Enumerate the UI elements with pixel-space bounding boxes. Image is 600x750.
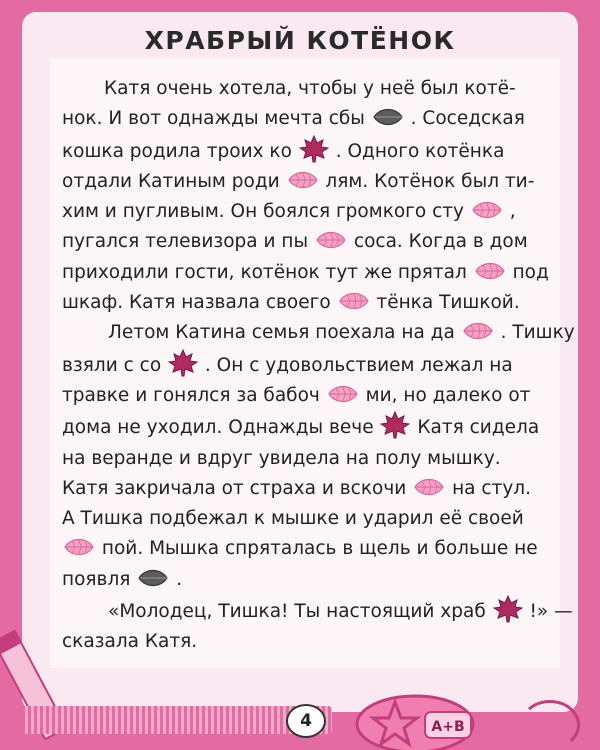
pink-leaf-icon bbox=[462, 320, 494, 342]
story-text-segment: на стул. bbox=[452, 477, 531, 499]
story-text-segment: под bbox=[512, 261, 549, 283]
story-text-segment: . Он с удовольствием лежал на bbox=[204, 354, 513, 376]
story-text-segment: взяли с со bbox=[62, 354, 162, 376]
story-text-segment: сказала Катя. bbox=[62, 631, 198, 653]
story-text-segment: . Соседская bbox=[410, 108, 525, 130]
story-text-segment: дома не уходил. Однажды вече bbox=[62, 417, 374, 439]
story-text-segment: лям. Котёнок был ти- bbox=[325, 170, 535, 192]
pink-leaf-icon bbox=[63, 536, 95, 558]
story-line bbox=[62, 288, 548, 318]
story-paragraph bbox=[62, 318, 575, 595]
story-text-segment: отдали Катиным роди bbox=[62, 170, 280, 192]
pink-leaf-icon bbox=[471, 199, 503, 221]
story-line bbox=[62, 74, 548, 104]
story-line bbox=[62, 534, 548, 564]
story-line bbox=[62, 104, 548, 134]
story-text-segment: Летом Катина семья поехала на да bbox=[108, 322, 455, 344]
page-number: 4 bbox=[286, 704, 326, 738]
story-line bbox=[62, 135, 548, 167]
story-line bbox=[62, 627, 548, 657]
story-text-segment: на веранде и вдруг увидела на полу мышку. bbox=[62, 447, 501, 469]
story-text-segment: пой. Мышка спряталась в щель и больше не bbox=[101, 538, 538, 560]
story-text-segment: кошка родила троих ко bbox=[62, 140, 292, 162]
story-text-segment: . Одного котёнка bbox=[335, 140, 505, 162]
story-line bbox=[62, 474, 548, 504]
story-text-segment: ми, но далеко от bbox=[365, 384, 531, 406]
story-text-segment: !» — bbox=[529, 601, 573, 623]
story-text-segment: Катя сидела bbox=[417, 417, 540, 439]
grey-leaf-icon bbox=[372, 106, 404, 128]
pink-leaf-icon bbox=[413, 476, 445, 498]
story-line bbox=[62, 349, 548, 381]
story-text-segment: Катя очень хотела, чтобы у неё был котё- bbox=[104, 78, 516, 99]
maple-leaf-icon bbox=[299, 135, 329, 163]
story-line bbox=[62, 504, 548, 534]
pink-leaf-icon bbox=[327, 383, 359, 405]
story-line bbox=[62, 411, 548, 443]
story-text-segment: соса. Когда в дом bbox=[353, 231, 528, 253]
story-text-segment: «Молодец, Тишка! Ты настоящий храб bbox=[108, 601, 486, 623]
story-line bbox=[62, 444, 548, 474]
maple-leaf-icon bbox=[380, 411, 410, 439]
story-text-segment: А Тишка подбежал к мышке и ударил её своей bbox=[62, 508, 524, 530]
corner-decoration bbox=[520, 700, 580, 750]
story-text-segment: травке и гонялся за бабоч bbox=[62, 384, 320, 406]
story-line bbox=[62, 197, 548, 227]
story-paragraph bbox=[62, 74, 548, 318]
story-text-segment: нок. И вот однажды мечта сбы bbox=[62, 108, 365, 130]
story-line bbox=[62, 565, 548, 595]
story-text-segment: тёнка Тишкой. bbox=[376, 292, 520, 314]
story-text-segment: пугался телевизора и пы bbox=[62, 231, 309, 253]
story-line bbox=[62, 227, 548, 257]
grey-leaf-icon bbox=[137, 567, 169, 589]
star-badge-icon bbox=[355, 686, 485, 750]
story-text-segment: хим и пугливым. Он боялся громкого сту bbox=[62, 201, 464, 223]
page-title: ХРАБРЫЙ КОТЁНОК bbox=[144, 26, 456, 55]
badge-text: А+В bbox=[431, 719, 465, 735]
story-text-segment: , bbox=[509, 201, 516, 223]
story-paragraph bbox=[62, 595, 573, 658]
story-line bbox=[62, 318, 575, 348]
story-line bbox=[62, 595, 573, 627]
story-text-segment: появля bbox=[62, 568, 131, 590]
story-text-segment: . bbox=[176, 568, 183, 590]
pink-leaf-icon bbox=[474, 260, 506, 282]
pink-leaf-icon bbox=[338, 290, 370, 312]
maple-leaf-icon bbox=[168, 349, 198, 377]
story-line bbox=[62, 167, 548, 197]
pink-leaf-icon bbox=[315, 229, 347, 251]
story-text-segment: Катя закричала от страха и вскочи bbox=[62, 477, 407, 499]
maple-leaf-icon bbox=[493, 595, 523, 623]
story-line bbox=[62, 258, 548, 288]
story-line bbox=[62, 381, 548, 411]
story-text-segment: приходили гости, котёнок тут же прятал bbox=[62, 261, 467, 283]
story-text bbox=[62, 74, 575, 658]
pink-leaf-icon bbox=[287, 169, 319, 191]
story-text-segment: . Тишку bbox=[500, 322, 575, 344]
story-text-segment: шкаф. Катя назвала своего bbox=[62, 292, 337, 314]
